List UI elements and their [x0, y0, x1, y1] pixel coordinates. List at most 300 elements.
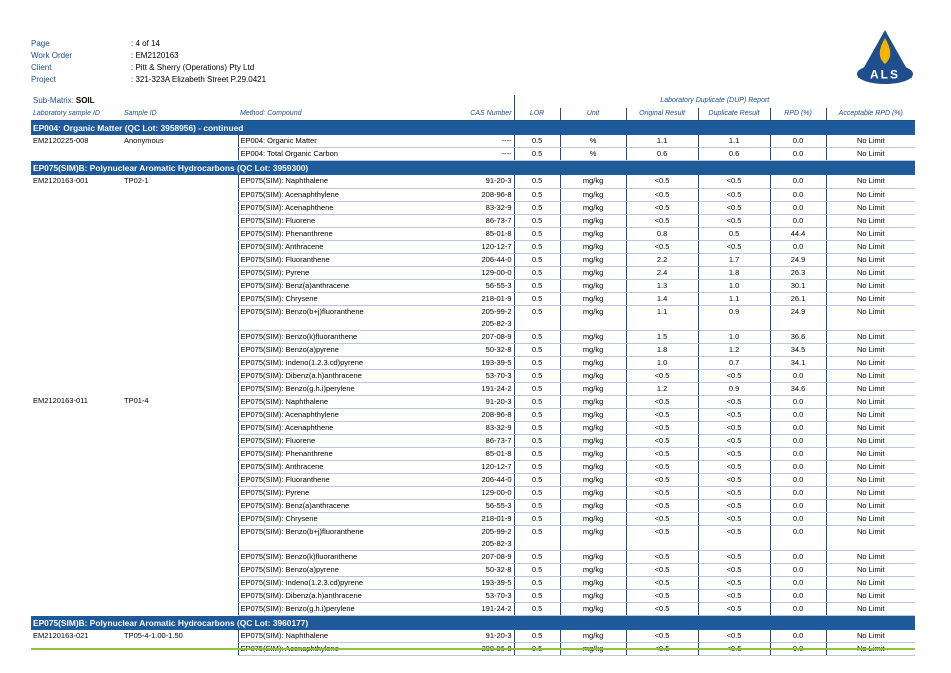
duplicate-result: <0.5	[698, 408, 770, 421]
duplicate-result: <0.5	[698, 240, 770, 253]
method-compound: EP004: Total Organic Carbon	[238, 148, 388, 161]
cas-number	[388, 175, 514, 188]
table-row	[31, 382, 915, 395]
sample-id	[122, 602, 238, 615]
lab-sample-id: EM2120163-001	[33, 176, 89, 186]
sample-id	[122, 266, 238, 279]
cas-number-value: 91-20-3	[485, 176, 512, 186]
cas-number	[388, 486, 514, 499]
acceptable-rpd: No Limit	[826, 525, 915, 550]
cas-number-value: 85-01-8	[485, 448, 512, 458]
lor-value: 0.5	[514, 175, 560, 188]
cas-number	[388, 473, 514, 486]
unit-value: mg/kg	[560, 395, 626, 408]
method-compound: EP075(SIM): Chrysene	[238, 512, 388, 525]
cas-number	[388, 266, 514, 279]
sample-id	[122, 214, 238, 227]
acceptable-rpd: No Limit	[826, 201, 915, 214]
unit-value: mg/kg	[560, 473, 626, 486]
table-row	[31, 473, 915, 486]
col-lab-id: Laboratory sample ID	[31, 108, 122, 121]
cas-number	[388, 563, 514, 576]
cas-number	[388, 201, 514, 214]
acceptable-rpd: No Limit	[826, 227, 915, 240]
acceptable-rpd: No Limit	[826, 434, 915, 447]
lor-value: 0.5	[514, 395, 560, 408]
duplicate-result: 1.7	[698, 253, 770, 266]
cas-number-value: 83-32-9	[485, 422, 512, 432]
method-compound: EP075(SIM): Benzo(b+j)fluoranthene	[238, 305, 388, 330]
sample-id	[122, 201, 238, 214]
cas-number	[388, 576, 514, 589]
lor-value: 0.5	[514, 563, 560, 576]
col-dup: Duplicate Result	[698, 108, 770, 121]
unit-value: mg/kg	[560, 369, 626, 382]
original-result: 1.2	[626, 382, 698, 395]
lor-value: 0.5	[514, 512, 560, 525]
lor-value: 0.5	[514, 188, 560, 201]
sample-id: TP05-4-1.00-1.50	[124, 630, 183, 640]
lab-sample-id	[31, 305, 122, 330]
table-row	[31, 434, 915, 447]
lor-value: 0.5	[514, 499, 560, 512]
col-cas: CAS Number	[388, 108, 514, 121]
duplicate-result: <0.5	[698, 602, 770, 615]
lab-sample-id	[31, 447, 122, 460]
unit-value: mg/kg	[560, 253, 626, 266]
acceptable-rpd: No Limit	[826, 460, 915, 473]
duplicate-result: 0.9	[698, 305, 770, 330]
lab-sample-id	[31, 512, 122, 525]
original-result: <0.5	[626, 602, 698, 615]
duplicate-result: <0.5	[698, 630, 770, 643]
acceptable-rpd: No Limit	[826, 447, 915, 460]
table-row	[31, 602, 915, 615]
table-row	[31, 563, 915, 576]
submatrix-cell	[31, 95, 514, 108]
sample-id	[122, 343, 238, 356]
duplicate-result: <0.5	[698, 576, 770, 589]
original-result: <0.5	[626, 421, 698, 434]
original-result: <0.5	[626, 175, 698, 188]
original-result: <0.5	[626, 589, 698, 602]
original-result: 1.0	[626, 356, 698, 369]
acceptable-rpd: No Limit	[826, 135, 915, 148]
lor-value: 0.5	[514, 550, 560, 563]
client-label: Client	[31, 63, 52, 72]
sample-id	[122, 408, 238, 421]
cas-number-value: 129-00-0	[481, 267, 512, 277]
lab-sample-id	[31, 408, 122, 421]
table-row	[31, 266, 915, 279]
lab-sample-id	[31, 188, 122, 201]
rpd-value: 26.1	[770, 292, 826, 305]
method-compound: EP075(SIM): Dibenz(a.h)anthracene	[238, 369, 388, 382]
lab-sample-id	[31, 525, 122, 550]
cas-number-value: 56-55-3	[485, 500, 512, 510]
original-result: 2.4	[626, 266, 698, 279]
table-row	[31, 214, 915, 227]
rpd-value: 0.0	[770, 175, 826, 188]
lor-value: 0.5	[514, 473, 560, 486]
lor-value: 0.5	[514, 356, 560, 369]
original-result: <0.5	[626, 473, 698, 486]
rpd-value: 34.5	[770, 343, 826, 356]
lab-sample-id	[31, 369, 122, 382]
method-compound: EP075(SIM): Benzo(b+j)fluoranthene	[238, 525, 388, 550]
duplicate-result: <0.5	[698, 421, 770, 434]
acceptable-rpd: No Limit	[826, 214, 915, 227]
unit-value: mg/kg	[560, 460, 626, 473]
lor-value: 0.5	[514, 576, 560, 589]
logo-text: ALS	[870, 67, 900, 82]
duplicate-result: 1.0	[698, 330, 770, 343]
lab-sample-id	[31, 550, 122, 563]
sample-id: TP01-4	[124, 396, 149, 406]
unit-value: mg/kg	[560, 382, 626, 395]
original-result: <0.5	[626, 460, 698, 473]
cas-number-value: 207-08-9	[481, 551, 512, 561]
table-row	[31, 447, 915, 460]
table-row	[31, 148, 915, 161]
table-row	[31, 175, 915, 188]
table-row	[31, 343, 915, 356]
rpd-value: 0.0	[770, 512, 826, 525]
sample-id	[122, 356, 238, 369]
unit-value: mg/kg	[560, 434, 626, 447]
duplicate-result: <0.5	[698, 525, 770, 550]
qc-group-header	[31, 161, 915, 176]
page-value: : 4 of 14	[131, 39, 160, 48]
cas-number	[388, 279, 514, 292]
col-lor: LOR	[514, 108, 560, 121]
lab-sample-id	[31, 279, 122, 292]
duplicate-result: 0.5	[698, 227, 770, 240]
method-compound: EP075(SIM): Pyrene	[238, 266, 388, 279]
col-rpd: RPD (%)	[770, 108, 826, 121]
table-row	[31, 356, 915, 369]
als-logo	[852, 28, 918, 88]
cas-number	[388, 369, 514, 382]
col-unit: Unit	[560, 108, 626, 121]
original-result: <0.5	[626, 369, 698, 382]
sample-id	[122, 421, 238, 434]
duplicate-result: <0.5	[698, 589, 770, 602]
cas-number-value: 207-08-9	[481, 331, 512, 341]
acceptable-rpd: No Limit	[826, 499, 915, 512]
work-order-label: Work Order	[31, 51, 73, 60]
lor-value: 0.5	[514, 201, 560, 214]
rpd-value: 0.0	[770, 589, 826, 602]
table-row	[31, 279, 915, 292]
rpd-value: 0.0	[770, 395, 826, 408]
lor-value: 0.5	[514, 382, 560, 395]
method-compound: EP075(SIM): Acenaphthylene	[238, 188, 388, 201]
table-row	[31, 499, 915, 512]
duplicate-result: <0.5	[698, 434, 770, 447]
method-compound: EP075(SIM): Benzo(a)pyrene	[238, 563, 388, 576]
rpd-value: 0.0	[770, 576, 826, 589]
cas-number-value: 120-12-7	[481, 461, 512, 471]
duplicate-result: 1.2	[698, 343, 770, 356]
cas-number	[388, 214, 514, 227]
sample-id	[122, 563, 238, 576]
lor-value: 0.5	[514, 421, 560, 434]
cas-number-value: 193-39-5	[481, 577, 512, 587]
table-row	[31, 330, 915, 343]
cas-number	[388, 421, 514, 434]
duplicate-result: 0.9	[698, 382, 770, 395]
lab-sample-id	[31, 343, 122, 356]
table-header-columns	[31, 108, 915, 121]
lab-sample-id	[31, 576, 122, 589]
method-compound: EP004: Organic Matter	[238, 135, 388, 148]
header-row-client	[31, 62, 266, 74]
unit-value: mg/kg	[560, 279, 626, 292]
unit-value: mg/kg	[560, 630, 626, 643]
cas-number-value: 218-01-9	[481, 513, 512, 523]
col-orig: Original Result	[626, 108, 698, 121]
lor-value: 0.5	[514, 447, 560, 460]
rpd-value: 0.0	[770, 486, 826, 499]
client-value: : Pitt & Sherry (Operations) Pty Ltd	[131, 63, 255, 72]
project-value: : 321-323A Elizabeth Street P.29.0421	[131, 75, 267, 84]
cas-number-value: 86-73-7	[485, 215, 512, 225]
rpd-value: 0.0	[770, 201, 826, 214]
lor-value: 0.5	[514, 279, 560, 292]
lab-sample-id	[31, 473, 122, 486]
duplicate-result: 1.1	[698, 292, 770, 305]
sample-id: Anonymous	[124, 136, 164, 146]
qc-group-title: EP004: Organic Matter (QC Lot: 3958956) - continued	[31, 121, 915, 136]
qc-group-title: EP075(SIM)B: Polynuclear Aromatic Hydrocarbons (QC Lot: 3960177)	[31, 615, 915, 630]
sample-id	[122, 227, 238, 240]
qc-group-header	[31, 121, 915, 136]
original-result: 1.3	[626, 279, 698, 292]
rpd-value: 0.0	[770, 148, 826, 161]
unit-value: mg/kg	[560, 550, 626, 563]
col-sample-id: Sample ID	[122, 108, 238, 121]
rpd-value: 0.0	[770, 434, 826, 447]
col-method: Method: Compound	[238, 108, 388, 121]
cas-number	[388, 525, 514, 550]
sample-id	[122, 240, 238, 253]
acceptable-rpd: No Limit	[826, 305, 915, 330]
cas-number-value: 85-01-8	[485, 228, 512, 238]
lab-sample-id	[31, 356, 122, 369]
table-row	[31, 512, 915, 525]
project-label: Project	[31, 75, 56, 84]
duplicate-result: <0.5	[698, 486, 770, 499]
acceptable-rpd: No Limit	[826, 408, 915, 421]
cas-number	[388, 550, 514, 563]
acceptable-rpd: No Limit	[826, 550, 915, 563]
cas-number-value: 205-99-2	[481, 306, 512, 316]
cas-number-value: 86-73-7	[485, 435, 512, 445]
method-compound: EP075(SIM): Anthracene	[238, 460, 388, 473]
cas-number	[388, 148, 514, 161]
table-row	[31, 589, 915, 602]
unit-value: mg/kg	[560, 486, 626, 499]
qc-group-header	[31, 615, 915, 630]
original-result: <0.5	[626, 201, 698, 214]
sample-id	[122, 305, 238, 330]
duplicate-result: <0.5	[698, 550, 770, 563]
cas-number	[388, 630, 514, 643]
original-result: <0.5	[626, 395, 698, 408]
rpd-value: 0.0	[770, 135, 826, 148]
cas-number	[388, 240, 514, 253]
rpd-value: 0.0	[770, 421, 826, 434]
acceptable-rpd: No Limit	[826, 421, 915, 434]
rpd-value: 34.6	[770, 382, 826, 395]
col-acc: Acceptable RPD (%)	[826, 108, 915, 121]
cas-number	[388, 512, 514, 525]
method-compound: EP075(SIM): Chrysene	[238, 292, 388, 305]
rpd-value: 0.0	[770, 408, 826, 421]
sample-id	[122, 188, 238, 201]
unit-value: mg/kg	[560, 330, 626, 343]
lab-sample-id	[31, 602, 122, 615]
table-row	[31, 188, 915, 201]
acceptable-rpd: No Limit	[826, 382, 915, 395]
cas-number-value: 53-70-3	[485, 590, 512, 600]
cas-number-value: 53-70-3	[485, 370, 512, 380]
cas-number-value: 206-44-0	[481, 474, 512, 484]
header-row-work-order	[31, 50, 266, 62]
cas-number-value: 218-01-9	[481, 293, 512, 303]
page-label: Page	[31, 39, 50, 48]
cas-number-value: 50-32-8	[485, 344, 512, 354]
unit-value: mg/kg	[560, 576, 626, 589]
lor-value: 0.5	[514, 434, 560, 447]
duplicate-result: <0.5	[698, 214, 770, 227]
qc-group-title: EP075(SIM)B: Polynuclear Aromatic Hydrocarbons (QC Lot: 3959300)	[31, 161, 915, 176]
rpd-value: 0.0	[770, 447, 826, 460]
rpd-value: 0.0	[770, 563, 826, 576]
sample-id: TP02-1	[124, 176, 149, 186]
rpd-value: 0.0	[770, 460, 826, 473]
original-result: <0.5	[626, 499, 698, 512]
method-compound: EP075(SIM): Benzo(g.h.i)perylene	[238, 602, 388, 615]
cas-number	[388, 602, 514, 615]
lor-value: 0.5	[514, 602, 560, 615]
lab-sample-id	[31, 382, 122, 395]
lab-sample-id	[31, 563, 122, 576]
lab-sample-id	[31, 460, 122, 473]
unit-value: mg/kg	[560, 356, 626, 369]
duplicate-result: 0.6	[698, 148, 770, 161]
original-result: <0.5	[626, 525, 698, 550]
duplicate-result: <0.5	[698, 369, 770, 382]
acceptable-rpd: No Limit	[826, 175, 915, 188]
unit-value: mg/kg	[560, 447, 626, 460]
lab-sample-id: EM2120225-008	[33, 136, 89, 146]
lor-value: 0.5	[514, 369, 560, 382]
original-result: <0.5	[626, 434, 698, 447]
duplicate-result: <0.5	[698, 201, 770, 214]
table-row	[31, 576, 915, 589]
cas-number-value: 91-20-3	[485, 630, 512, 640]
table-row	[31, 253, 915, 266]
unit-value: mg/kg	[560, 589, 626, 602]
lab-sample-id	[31, 266, 122, 279]
method-compound: EP075(SIM): Benzo(a)pyrene	[238, 343, 388, 356]
method-compound: EP075(SIM): Indeno(1.2.3.cd)pyrene	[238, 576, 388, 589]
lab-sample-id: EM2120163-021	[33, 630, 89, 640]
cas-number	[388, 305, 514, 330]
duplicate-result: <0.5	[698, 395, 770, 408]
lor-value: 0.5	[514, 227, 560, 240]
method-compound: EP075(SIM): Fluoranthene	[238, 253, 388, 266]
cas-number	[388, 135, 514, 148]
lab-sample-id	[31, 434, 122, 447]
table-row	[31, 240, 915, 253]
acceptable-rpd: No Limit	[826, 630, 915, 643]
unit-value: %	[560, 135, 626, 148]
cas-number-value: 193-39-5	[481, 357, 512, 367]
cas-number	[388, 395, 514, 408]
rpd-value: 0.0	[770, 240, 826, 253]
method-compound: EP075(SIM): Benzo(g.h.i)perylene	[238, 382, 388, 395]
method-compound: EP075(SIM): Pyrene	[238, 486, 388, 499]
cas-number	[388, 227, 514, 240]
cas-number	[388, 292, 514, 305]
unit-value: mg/kg	[560, 214, 626, 227]
unit-value: mg/kg	[560, 602, 626, 615]
sample-id	[122, 148, 238, 161]
duplicate-result: 1.0	[698, 279, 770, 292]
cas-number	[388, 356, 514, 369]
lor-value: 0.5	[514, 343, 560, 356]
table-row	[31, 550, 915, 563]
original-result: <0.5	[626, 240, 698, 253]
acceptable-rpd: No Limit	[826, 356, 915, 369]
acceptable-rpd: No Limit	[826, 266, 915, 279]
original-result: 0.6	[626, 148, 698, 161]
cas-number	[388, 188, 514, 201]
original-result: <0.5	[626, 576, 698, 589]
cas-number-value: 206-44-0	[481, 254, 512, 264]
lab-sample-id	[31, 227, 122, 240]
acceptable-rpd: No Limit	[826, 512, 915, 525]
lab-sample-id	[31, 148, 122, 161]
unit-value: mg/kg	[560, 292, 626, 305]
sample-id	[122, 434, 238, 447]
acceptable-rpd: No Limit	[826, 589, 915, 602]
sample-id	[122, 382, 238, 395]
unit-value: mg/kg	[560, 343, 626, 356]
lab-sample-id	[31, 486, 122, 499]
original-result: <0.5	[626, 188, 698, 201]
cas-number	[388, 499, 514, 512]
submatrix-value: SOIL	[75, 96, 95, 105]
method-compound: EP075(SIM): Acenaphthene	[238, 421, 388, 434]
cas-number	[388, 589, 514, 602]
table-row	[31, 421, 915, 434]
rpd-value: 0.0	[770, 499, 826, 512]
acceptable-rpd: No Limit	[826, 330, 915, 343]
original-result: <0.5	[626, 512, 698, 525]
original-result: <0.5	[626, 408, 698, 421]
lor-value: 0.5	[514, 408, 560, 421]
original-result: 1.1	[626, 305, 698, 330]
table-row	[31, 630, 915, 643]
dup-report-heading: Laboratory Duplicate (DUP) Report	[514, 95, 915, 108]
table-row	[31, 227, 915, 240]
acceptable-rpd: No Limit	[826, 240, 915, 253]
method-compound: EP075(SIM): Dibenz(a.h)anthracene	[238, 589, 388, 602]
